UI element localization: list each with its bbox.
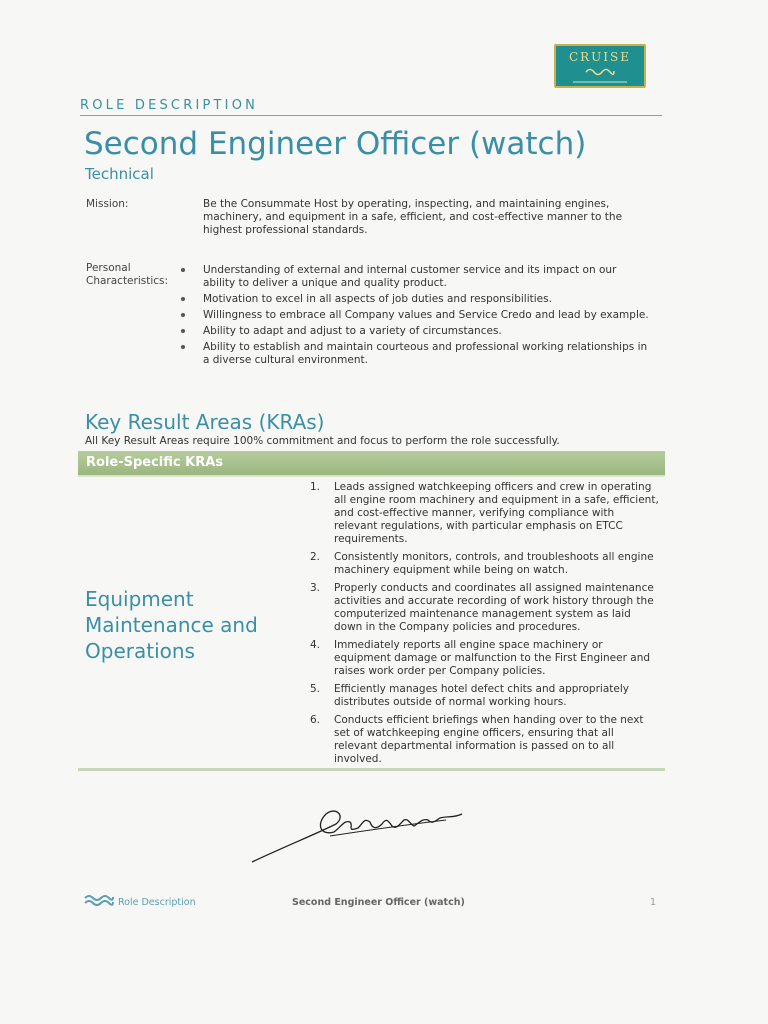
list-item-text: Consistently monitors, controls, and troubleshoots all engine machinery equipment while being on watch. <box>334 551 654 576</box>
list-item <box>310 639 660 678</box>
signature <box>246 796 466 868</box>
list-item <box>310 582 660 634</box>
list-item <box>310 683 660 709</box>
kra-area-name: Equipment Maintenance and Operations <box>85 587 258 663</box>
kra-band-label: Role-Specific KRAs <box>86 455 224 470</box>
personal-characteristics-list <box>181 264 651 370</box>
list-item <box>181 293 651 306</box>
list-item-text: Understanding of external and internal customer service and its impact on our ability to deliver a unique and quality product. <box>203 264 617 289</box>
list-number: 1. <box>310 481 321 493</box>
list-item <box>181 264 651 290</box>
band-divider <box>78 475 665 477</box>
page-subtitle: Technical <box>85 165 154 183</box>
mission-text: Be the Consummate Host by operating, inspecting, and maintaining engines, machinery, and equipment in a safe, efficient, and cost-effective manner to the highest professional standards. <box>203 198 623 236</box>
list-item <box>310 714 660 766</box>
list-item <box>181 309 651 322</box>
wave-logo-icon <box>585 66 615 76</box>
list-item-text: Properly conducts and coordinates all assigned maintenance activities and accurate recording of work history through the computerized maintenance management system as laid down in the Company policies and procedures. <box>334 582 654 633</box>
section-label: ROLE DESCRIPTION <box>80 98 259 113</box>
wave-logo-icon <box>84 893 114 907</box>
page-title: Second Engineer Officer (watch) <box>84 126 587 162</box>
mission-label: Mission: <box>86 198 129 210</box>
list-item-text: Conducts efficient briefings when handing over to the next set of watchkeeping engine officers, ensuring that all relevant departmental information is passed on to all involved. <box>334 714 644 765</box>
list-number: 5. <box>310 683 321 695</box>
footer-doc-type: Role Description <box>118 897 196 908</box>
bullet-icon <box>181 345 185 349</box>
bullet-icon <box>181 313 185 317</box>
list-item <box>181 341 651 367</box>
logo-underline <box>573 81 627 83</box>
kra-bottom-divider <box>78 768 665 771</box>
bullet-icon <box>181 329 185 333</box>
page-number: 1 <box>650 897 657 908</box>
list-number: 4. <box>310 639 321 651</box>
cruise-logo <box>554 44 646 88</box>
footer-role-title: Second Engineer Officer (watch) <box>292 897 465 908</box>
list-item-text: Ability to establish and maintain courteous and professional working relationships in a diverse cultural environment. <box>203 341 648 366</box>
list-number: 6. <box>310 714 321 726</box>
list-item-text: Willingness to embrace all Company values and Service Credo and lead by example. <box>203 309 649 321</box>
bullet-icon <box>181 297 185 301</box>
list-item <box>310 551 660 577</box>
kra-band <box>78 451 665 475</box>
list-item-text: Motivation to excel in all aspects of job duties and responsibilities. <box>203 293 552 305</box>
list-item-text: Leads assigned watchkeeping officers and crew in operating all engine room machinery and equipment in a safe, efficient, and cost-effective manner, verifying compliance with relevant regulations, with particular emphasis on ETCC requirements. <box>334 481 659 545</box>
list-item-text: Ability to adapt and adjust to a variety of circumstances. <box>203 325 502 337</box>
kra-list <box>310 481 660 771</box>
kra-subtitle: All Key Result Areas require 100% commitment and focus to perform the role successfully. <box>85 435 560 447</box>
logo-text: CRUISE <box>568 50 632 64</box>
list-item-text: Efficiently manages hotel defect chits and appropriately distributes outside of normal working hours. <box>334 683 629 708</box>
list-item-text: Immediately reports all engine space machinery or equipment damage or malfunction to the First Engineer and raises work order per Company policies. <box>334 639 651 677</box>
bullet-icon <box>181 268 185 272</box>
personal-label: Personal Characteristics: <box>86 262 169 287</box>
list-number: 2. <box>310 551 321 563</box>
header-divider <box>80 115 662 116</box>
kra-heading: Key Result Areas (KRAs) <box>85 410 325 434</box>
list-item <box>181 325 651 338</box>
list-item <box>310 481 660 546</box>
list-number: 3. <box>310 582 321 594</box>
